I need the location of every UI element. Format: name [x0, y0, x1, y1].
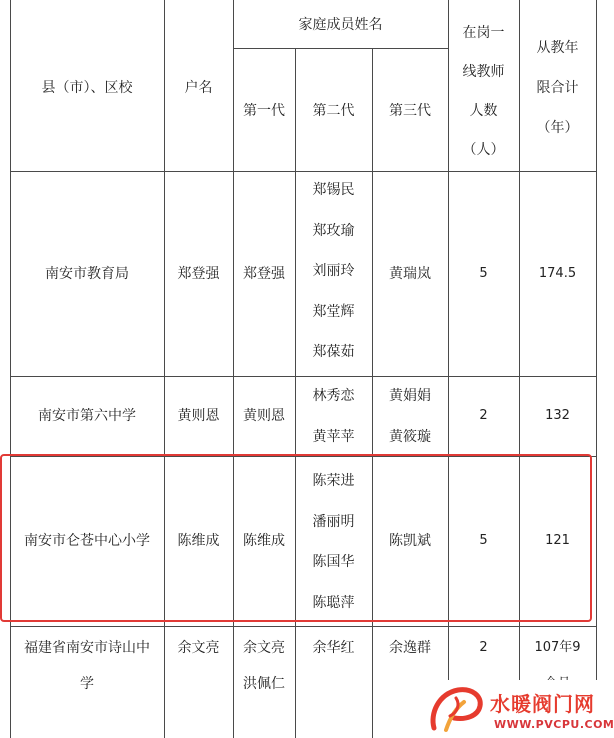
- cell-years: 132: [545, 408, 570, 423]
- header-gen3: [372, 96, 448, 126]
- table-row-cell-teachers: [448, 171, 519, 376]
- cell-gen3-name: 黄娟娟: [389, 388, 431, 404]
- cell-gen2-name: 刘丽玲: [312, 263, 355, 279]
- cell-gen3-name: 黄筱璇: [389, 428, 431, 445]
- cell-years-line: 107年9: [534, 640, 581, 655]
- highlight-box: [0, 454, 592, 622]
- table-row-cell-gen2: [295, 170, 372, 373]
- table-row-cell-household: [164, 630, 233, 666]
- table-row-cell-gen2: [295, 630, 372, 666]
- cell-years: 121: [545, 533, 570, 548]
- header-household-label: 户名: [184, 80, 213, 96]
- cell-gen2: 余华红: [312, 640, 355, 656]
- cell-years: 174.5: [538, 265, 577, 281]
- watermark-url: WWW.PVCPU.COM: [494, 718, 614, 731]
- cell-household: 余文亮: [177, 640, 220, 656]
- cell-gen3: 黄瑞岚: [389, 265, 431, 282]
- header-family-group-label: 家庭成员姓名: [298, 17, 383, 33]
- header-teachers-line: 人数: [469, 103, 498, 119]
- cell-gen1: 陈维成: [243, 533, 285, 549]
- cell-county-line: 学: [80, 676, 94, 692]
- header-years-line: 限合计: [536, 80, 579, 96]
- cell-gen2-name: 陈聪萍: [312, 594, 355, 611]
- cell-teachers: 2: [479, 408, 488, 423]
- watermark-name: 水暖阀门网: [490, 692, 595, 716]
- table-row-cell-county: [10, 171, 164, 376]
- header-gen1: [233, 96, 295, 126]
- cell-county-line: 福建省南安市诗山中: [24, 640, 150, 656]
- table-row-cell-gen1: [233, 376, 295, 456]
- cell-county: 南安市仑苍中心小学: [24, 533, 150, 549]
- header-gen1-label: 第一代: [243, 103, 285, 119]
- cell-household: 郑登强: [177, 265, 220, 282]
- header-teachers-line: 在岗一: [462, 25, 505, 41]
- header-family-group: [233, 10, 448, 40]
- cell-teachers: 5: [479, 533, 488, 548]
- grid-line: [596, 0, 597, 738]
- header-years-line: （年）: [536, 120, 579, 136]
- grid-line: [233, 48, 448, 49]
- cell-gen1-name: 余文亮: [243, 640, 285, 656]
- header-county: [10, 48, 164, 128]
- header-years-line: 从教年: [536, 40, 579, 56]
- header-gen2-label: 第二代: [312, 103, 355, 119]
- table-row-cell-gen3: [372, 630, 448, 666]
- table-row-cell-teachers: [448, 630, 519, 666]
- table-row-cell-years: [519, 376, 596, 456]
- table-row-cell-county: [10, 376, 164, 456]
- header-gen2: [295, 96, 372, 126]
- cell-gen2-name: 郑葆茹: [312, 344, 355, 360]
- cell-gen1: 郑登强: [243, 265, 285, 282]
- cell-gen3: 余逸群: [389, 640, 431, 656]
- cell-household: 陈维成: [177, 533, 220, 549]
- cell-gen2-name: 陈荣进: [312, 473, 355, 489]
- cell-county: 南安市第六中学: [38, 408, 136, 424]
- table-row-cell-teachers: [448, 376, 519, 456]
- cell-gen1: 黄则恩: [243, 408, 285, 424]
- table-row-cell-household: [164, 171, 233, 376]
- cell-county: 南安市教育局: [45, 265, 129, 282]
- table-row-cell-county: [10, 630, 164, 702]
- header-years: [519, 28, 596, 148]
- cell-teachers: 2: [479, 640, 488, 655]
- cell-teachers: 5: [479, 265, 488, 281]
- cell-gen3: 陈凯斌: [389, 533, 431, 549]
- table-row-cell-household: [164, 376, 233, 456]
- header-gen3-label: 第三代: [389, 103, 431, 119]
- cell-gen2-name: 潘丽明: [312, 513, 355, 530]
- cell-gen2-name: 郑玫瑜: [312, 222, 355, 239]
- table-row-cell-gen1: [233, 630, 295, 702]
- cell-gen2-name: 郑堂辉: [312, 303, 355, 320]
- header-teachers: [448, 14, 519, 170]
- header-teachers-line: （人）: [462, 142, 505, 158]
- table-row-cell-gen3: [372, 376, 448, 457]
- table-row-cell-gen3: [372, 171, 448, 376]
- cell-gen2-name: 郑锡民: [312, 182, 355, 198]
- cell-household: 黄则恩: [177, 408, 220, 424]
- watermark-logo: [424, 680, 614, 738]
- grid-line: [10, 626, 596, 627]
- table-row-cell-gen2: [295, 376, 372, 457]
- cell-gen2-name: 黄苹苹: [312, 428, 355, 445]
- cell-gen2-name: 林秀恋: [312, 388, 355, 404]
- logo-mark-icon: [428, 684, 486, 734]
- cell-gen2-name: 陈国华: [312, 554, 355, 570]
- header-teachers-line: 线教师: [462, 64, 505, 80]
- cell-gen1-name: 洪佩仁: [243, 676, 285, 692]
- header-county-label: 县（市）、区校: [41, 80, 133, 96]
- header-household: [164, 48, 233, 128]
- table-row-cell-gen1: [233, 171, 295, 376]
- table-row-cell-years: [519, 171, 596, 376]
